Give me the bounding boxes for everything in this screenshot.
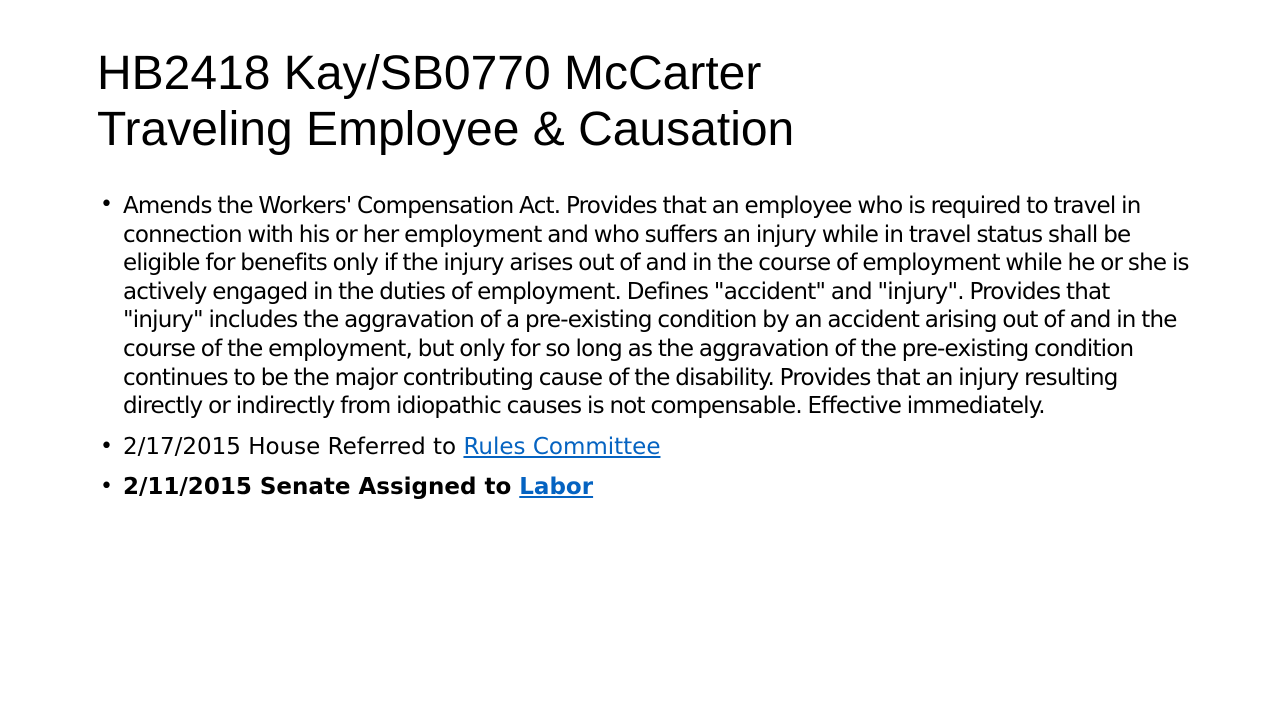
house-action-text: 2/17/2015 House Referred to: [123, 433, 464, 460]
bullet-item-senate-action: [0, 473, 1193, 502]
senate-action-text: 2/11/2015 Senate Assigned to: [123, 474, 520, 501]
rules-committee-link[interactable]: Rules Committee: [463, 433, 661, 460]
title-line-2: Traveling Employee & Causation: [97, 103, 795, 156]
bullet-icon: •: [100, 433, 113, 459]
bullet-item-house-action: [0, 433, 1193, 462]
bullet-icon: •: [100, 192, 113, 217]
bill-description: Amends the Workers' Compensation Act. Provides that an employee who is required to travel in connection with his or her employment and who suffers an injury while in travel status shall be eligible for benefits only if the injury arises out of and in the course of employment while he or she is actively engaged in the duties of employment. Defines "accident" and "injury". Provides that "injury" includes the aggravation of a pre-existing condition by an accident arising out of and in the course of the employment, but only for so long as the aggravation of the pre-existing condition continues to be the major contributing cause of the disability. Provides that an injury resulting directly or indirectly from idiopathic causes is not compensable. Effective immediately.: [123, 193, 1189, 420]
bullet-icon: •: [100, 474, 113, 500]
labor-link[interactable]: Labor: [519, 474, 594, 501]
title-line-1: HB2418 Kay/SB0770 McCarter: [97, 47, 762, 100]
bullet-list: [0, 192, 1280, 514]
bullet-item-description: [0, 192, 1193, 421]
slide-title: [97, 46, 1197, 158]
